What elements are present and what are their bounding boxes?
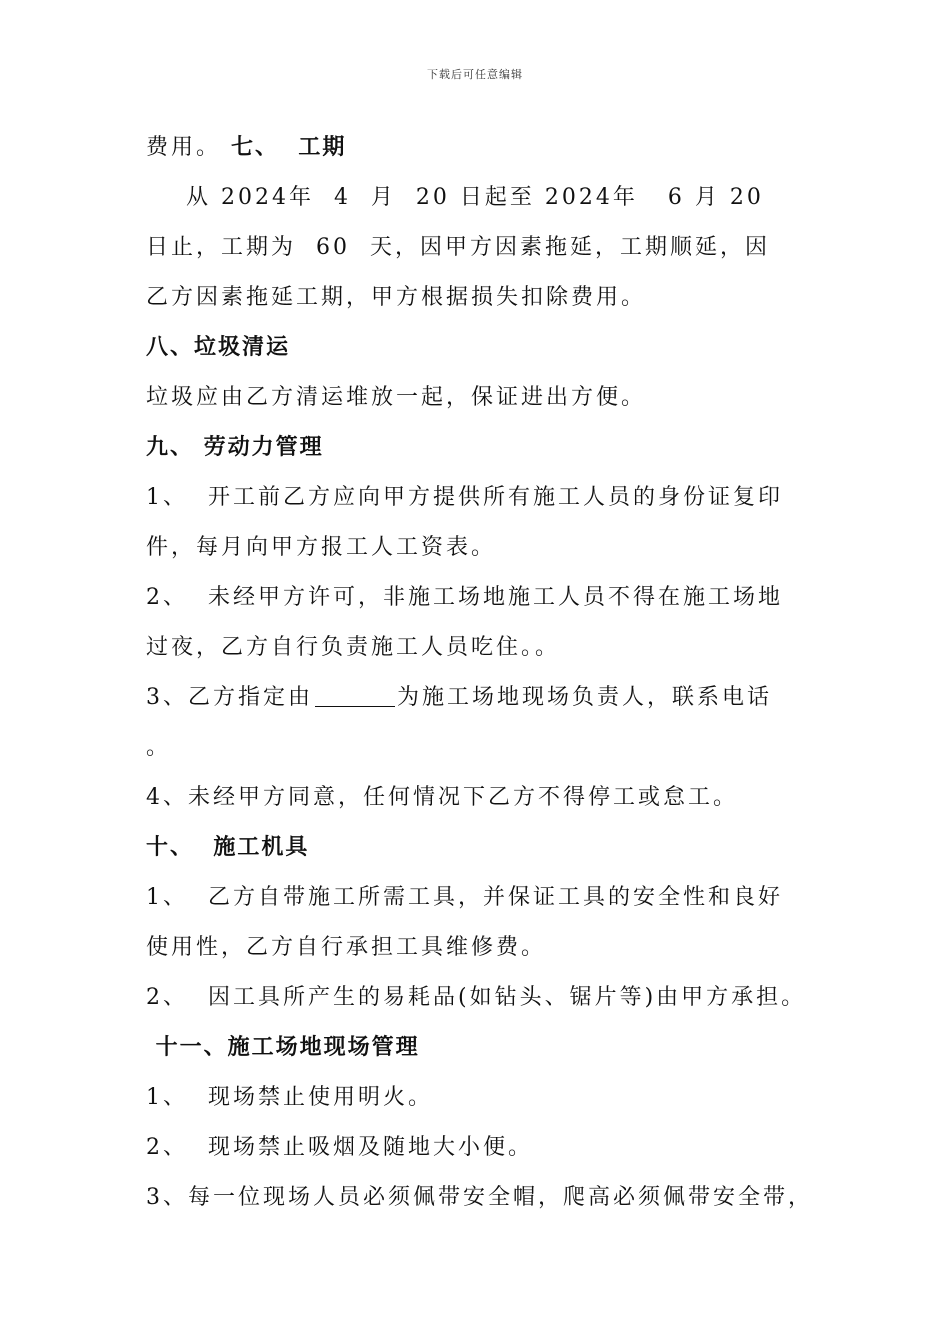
line-14: 4、未经甲方同意，任何情况下乙方不得停工或怠工。 xyxy=(146,785,738,810)
line-20: 1、 现场禁止使用明火。 xyxy=(146,1085,433,1110)
line-1 xyxy=(146,133,346,163)
section-9-heading: 九、 劳动力管理 xyxy=(146,435,324,460)
text-responsible: 为施工场地现场负责人，联系电话 xyxy=(397,685,773,710)
section-7-heading: 七、 工期 xyxy=(231,135,347,160)
line-9: 件，每月向甲方报工人工资表。 xyxy=(146,535,497,560)
text-designate: 3、乙方指定由 xyxy=(146,685,313,710)
line-6: 垃圾应由乙方清运堆放一起，保证进出方便。 xyxy=(146,385,647,410)
page-header: 下载后可任意编辑 xyxy=(427,68,523,81)
line-4: 乙方因素拖延工期，甲方根据损失扣除费用。 xyxy=(146,285,647,310)
section-8-heading: 八、垃圾清运 xyxy=(146,335,291,360)
line-16: 1、 乙方自带施工所需工具，并保证工具的安全性和良好 xyxy=(146,885,783,910)
blank-underline xyxy=(315,684,395,707)
section-10-heading: 十、 施工机具 xyxy=(146,835,310,860)
line-21: 2、 现场禁止吸烟及随地大小便。 xyxy=(146,1135,533,1160)
line-13: 。 xyxy=(146,735,172,760)
line-12 xyxy=(146,683,772,713)
line-2: 从 2024年 4 月 20 日起至 2024年 6 月 20 xyxy=(146,185,764,210)
line-18: 2、 因工具所产生的易耗品(如钻头、锯片等)由甲方承担。 xyxy=(146,985,807,1010)
line-10: 2、 未经甲方许可，非施工场地施工人员不得在施工场地 xyxy=(146,585,783,610)
line-11: 过夜，乙方自行负责施工人员吃住。。 xyxy=(146,635,561,660)
line-8: 1、 开工前乙方应向甲方提供所有施工人员的身份证复印 xyxy=(146,485,783,510)
text-fee-end: 费用。 xyxy=(146,135,222,160)
section-11-heading: 十一、施工场地现场管理 xyxy=(146,1035,420,1060)
line-3: 日止，工期为 60 天，因甲方因素拖延，工期顺延，因 xyxy=(146,235,770,260)
line-17: 使用性，乙方自行承担工具维修费。 xyxy=(146,935,547,960)
line-22: 3、每一位现场人员必须佩带安全帽，爬高必须佩带安全带， xyxy=(146,1185,813,1210)
